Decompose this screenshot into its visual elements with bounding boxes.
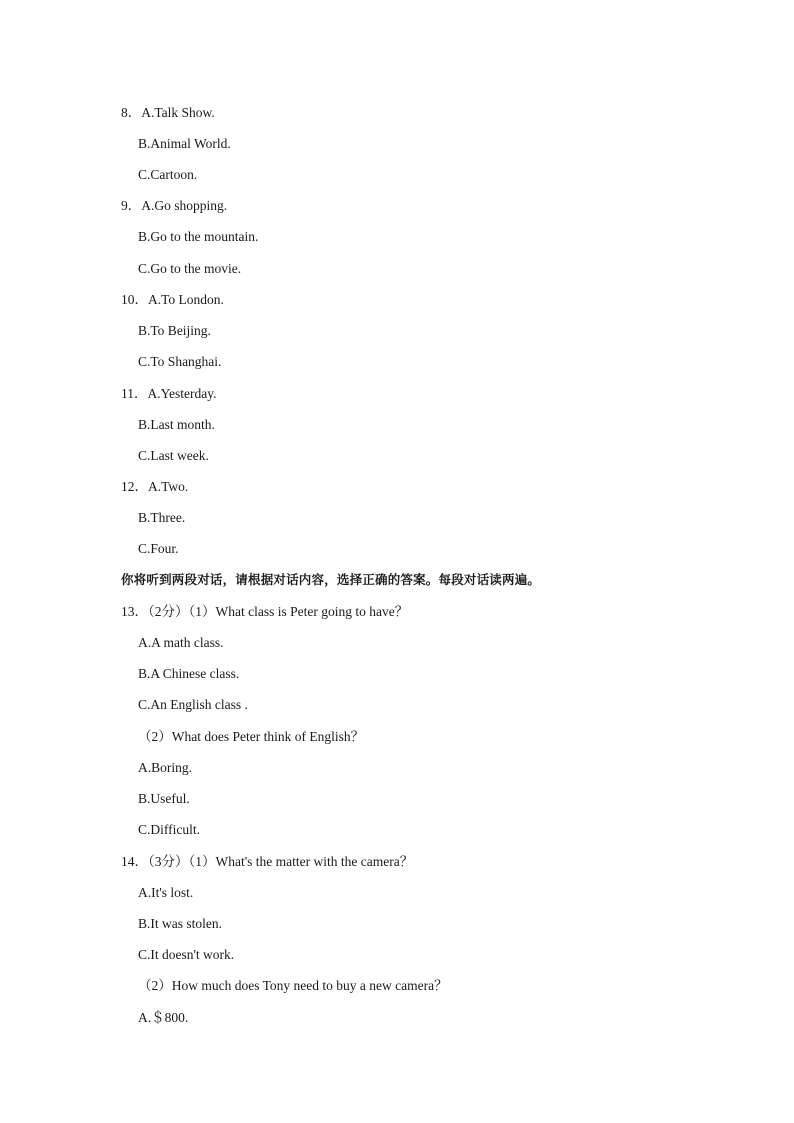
option-14-2a: A.＄800. <box>138 1010 189 1025</box>
option-13-2c: C.Difficult. <box>138 822 200 837</box>
question-9: 9．A.Go shopping. <box>121 198 228 213</box>
option-8b: B.Animal World. <box>138 136 231 151</box>
option-11c: C.Last week. <box>138 448 209 463</box>
option-10c: C.To Shanghai. <box>138 354 222 369</box>
section-instruction: 你将听到两段对话，请根据对话内容，选择正确的答案。每段对话读两遍。 <box>121 572 541 587</box>
option-9b: B.Go to the mountain. <box>138 229 259 244</box>
option-12b: B.Three. <box>138 510 186 525</box>
option-13-2b: B.Useful. <box>138 791 190 806</box>
subquestion-14-2: （2）How much does Tony need to buy a new camera？ <box>138 978 448 993</box>
question-10: 10．A.To London. <box>121 292 224 307</box>
question-8: 8．A.Talk Show. <box>121 105 215 120</box>
option-14-1b: B.It was stolen. <box>138 916 222 931</box>
question-11: 11．A.Yesterday. <box>121 386 217 401</box>
option-13-1c: C.An English class . <box>138 697 248 712</box>
option-9c: C.Go to the movie. <box>138 261 242 276</box>
option-14-1c: C.It doesn't work. <box>138 947 235 962</box>
question-14: 14．（3分）（1）What's the matter with the camera？ <box>121 854 414 869</box>
option-10b: B.To Beijing. <box>138 323 211 338</box>
option-12c: C.Four. <box>138 541 179 556</box>
option-14-1a: A.It's lost. <box>138 885 194 900</box>
option-11b: B.Last month. <box>138 417 215 432</box>
option-8c: C.Cartoon. <box>138 167 198 182</box>
option-13-1b: B.A Chinese class. <box>138 666 240 681</box>
option-13-1a: A.A math class. <box>138 635 224 650</box>
subquestion-13-2: （2）What does Peter think of English？ <box>138 729 365 744</box>
question-12: 12．A.Two. <box>121 479 189 494</box>
question-13: 13．（2分）（1）What class is Peter going to have？ <box>121 604 409 619</box>
option-13-2a: A.Boring. <box>138 760 192 775</box>
